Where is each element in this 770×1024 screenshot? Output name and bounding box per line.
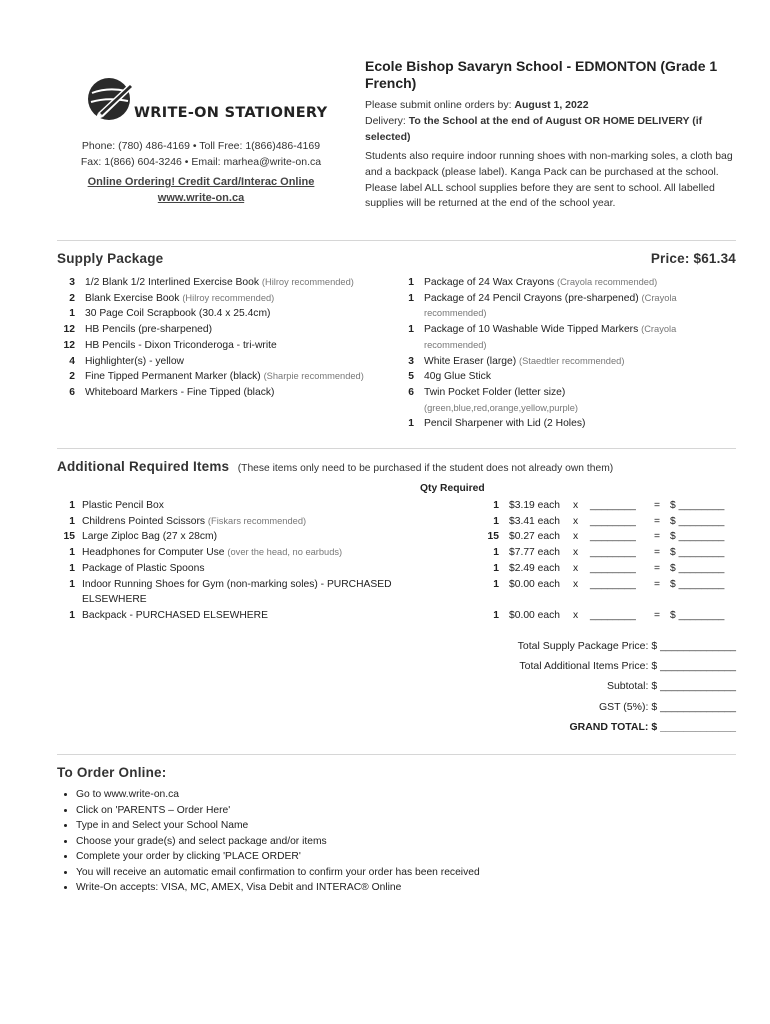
item-name: White Eraser (large): [424, 355, 517, 367]
item-qty: 1: [69, 308, 75, 320]
additional-items-table: [57, 498, 738, 628]
qty-required: 15: [487, 531, 499, 543]
order-step: • You will receive an automatic email confirmation to confirm your order has been received: [76, 865, 480, 881]
supply-item: [57, 322, 387, 338]
order-step: • Write-On accepts: VISA, MC, AMEX, Visa Debit and INTERAC® Online: [76, 880, 480, 896]
item-desc: [85, 354, 385, 370]
item-desc: [82, 514, 412, 530]
item-qty: 2: [69, 371, 75, 383]
supply-item: [57, 338, 387, 354]
item-desc: [424, 291, 714, 322]
item-recommendation: (over the head, no earbuds): [227, 547, 343, 558]
qty-required-header: Qty Required: [420, 483, 485, 494]
item-desc: [85, 322, 385, 338]
item-qty: 1: [69, 547, 75, 559]
times-sign: x: [573, 578, 579, 590]
supply-item: [398, 322, 738, 353]
times-sign: x: [573, 515, 579, 527]
supply-item: [57, 275, 387, 291]
item-qty: 1: [408, 277, 414, 288]
order-step: • Complete your order by clicking 'PLACE ORDER': [76, 849, 480, 865]
item-qty: 2: [69, 292, 75, 304]
equals-sign: =: [654, 500, 661, 511]
quantity-blank[interactable]: ________: [590, 531, 636, 543]
qty-required: 1: [493, 515, 499, 527]
company-logo: [86, 75, 328, 125]
unit-price: $3.41 each: [509, 515, 560, 527]
item-name: HB Pencils (pre-sharpened): [85, 324, 213, 336]
supply-item: [57, 291, 387, 307]
item-desc: [82, 545, 412, 561]
qty-required: 1: [493, 562, 499, 574]
line-total-blank: $ ________: [670, 609, 725, 621]
order-step: • Click on 'PARENTS – Order Here': [76, 803, 480, 819]
item-qty: 6: [408, 386, 414, 398]
delivery-info: [365, 114, 737, 146]
item-qty: 3: [69, 277, 75, 288]
item-qty: 12: [63, 339, 75, 351]
item-name: Plastic Pencil Box: [82, 500, 164, 511]
item-recommendation: (Sharpie recommended): [263, 371, 364, 382]
order-online-heading: To Order Online:: [57, 765, 167, 780]
item-name: Fine Tipped Permanent Marker (black): [85, 371, 261, 383]
submit-date: August 1, 2022: [514, 99, 589, 111]
item-recommendation: (Hilroy recommended): [182, 292, 275, 303]
supply-item: [57, 306, 387, 322]
supply-item: [398, 416, 738, 432]
order-steps-list: [57, 787, 480, 896]
item-name: Twin Pocket Folder (letter size): [424, 386, 566, 398]
supply-price: Price: $61.34: [650, 251, 736, 266]
additional-header: [57, 458, 613, 476]
item-name: 1/2 Blank 1/2 Interlined Exercise Book: [85, 277, 260, 288]
supply-heading: Supply Package: [57, 251, 164, 266]
item-desc: [424, 385, 714, 416]
item-desc: [82, 608, 412, 624]
delivery-label: Delivery:: [365, 115, 406, 127]
fax-line: Fax: 1(866) 604-3246 • Email: marhea@write-on.ca: [80, 156, 322, 168]
additional-subheading: (These items only need to be purchased if the student does not already own them): [237, 463, 614, 474]
item-desc: [82, 561, 412, 577]
pencil-globe-icon: [86, 75, 136, 125]
item-desc: [424, 416, 714, 432]
additional-heading: Additional Required Items: [57, 459, 230, 474]
item-desc: [85, 306, 385, 322]
grand-total-line: GRAND TOTAL: $ _____________: [569, 721, 736, 733]
item-name: Blank Exercise Book: [85, 292, 180, 304]
subtotal-line: Subtotal: $ _____________: [606, 680, 736, 692]
delivery-value: To the School at the end of August OR HOME DELIVERY (if selected): [365, 115, 703, 143]
times-sign: x: [573, 609, 579, 621]
quantity-blank[interactable]: ________: [590, 578, 636, 590]
times-sign: x: [573, 547, 579, 559]
item-desc: [424, 369, 714, 385]
item-desc: [424, 275, 714, 291]
unit-price: $0.27 each: [509, 531, 560, 543]
item-name: Whiteboard Markers - Fine Tipped (black): [85, 386, 275, 398]
quantity-blank[interactable]: ________: [590, 515, 636, 527]
item-qty: 12: [63, 324, 75, 336]
item-recommendation: (Staedtler recommended): [519, 355, 625, 366]
order-step: • Go to www.write-on.ca: [76, 787, 480, 803]
equals-sign: =: [654, 609, 661, 621]
quantity-blank[interactable]: ________: [590, 609, 636, 621]
school-title: Ecole Bishop Savaryn School - EDMONTON (Grade 1 French): [365, 58, 718, 91]
online-ordering-link[interactable]: Online Ordering! Credit Card/Interac Online: [87, 176, 315, 188]
item-name: Large Ziploc Bag (27 x 28cm): [82, 531, 218, 543]
supply-list-left: [57, 275, 387, 401]
order-step: • Type in and Select your School Name: [76, 818, 480, 834]
item-name: Package of 10 Washable Wide Tipped Markers: [424, 324, 639, 336]
gst-line: GST (5%): $ _____________: [599, 701, 736, 713]
item-qty: 4: [69, 355, 75, 367]
supply-list-right: [398, 275, 738, 432]
item-name: Indoor Running Shoes for Gym (non-marking soles) - PURCHASED ELSEWHERE: [82, 578, 392, 606]
divider: [57, 448, 736, 449]
unit-price: $7.77 each: [509, 547, 560, 559]
item-name: 40g Glue Stick: [424, 371, 491, 383]
item-name: HB Pencils - Dixon Triconderoga - tri-write: [85, 339, 277, 351]
item-desc: [424, 354, 714, 370]
item-name: 30 Page Coil Scrapbook (30.4 x 25.4cm): [85, 308, 271, 320]
item-desc: [85, 369, 385, 385]
item-qty: 1: [408, 292, 414, 304]
item-desc: [424, 322, 714, 353]
item-name: Highlighter(s) - yellow: [85, 355, 184, 367]
supply-item: [398, 275, 738, 291]
equals-sign: =: [654, 547, 661, 559]
submit-deadline: [365, 98, 737, 114]
item-qty: 6: [69, 386, 75, 398]
equals-sign: =: [654, 562, 661, 574]
line-total-blank: $ ________: [670, 515, 725, 527]
item-desc: [85, 338, 385, 354]
item-qty: 1: [408, 418, 414, 430]
item-desc: [82, 529, 412, 545]
line-total-blank: $ ________: [670, 562, 725, 574]
order-step: • Choose your grade(s) and select package and/or items: [76, 834, 480, 850]
quantity-blank[interactable]: ________: [590, 500, 636, 511]
school-notes: Students also require indoor running shoes with non-marking soles, a cloth bag and a backpack (please label). Kanga Pack can be purchased at the school. Please label ALL school supplies before they are sent to school. All labelled supplies will be returned at the end of the school year.: [365, 150, 733, 210]
item-name: Package of Plastic Spoons: [82, 562, 205, 574]
item-desc: [85, 275, 385, 291]
item-qty: 1: [69, 578, 75, 590]
supply-item: [398, 385, 738, 416]
qty-required: 1: [493, 609, 499, 621]
item-qty: 1: [69, 515, 75, 527]
qty-required: 1: [493, 578, 499, 590]
line-total-blank: $ ________: [670, 578, 725, 590]
item-qty: 1: [69, 500, 75, 511]
line-total-blank: $ ________: [670, 500, 725, 511]
item-recommendation: (Fiskars recommended): [207, 515, 307, 526]
divider: [57, 754, 736, 755]
website-link[interactable]: www.write-on.ca: [157, 192, 245, 204]
item-desc: [85, 291, 385, 307]
item-desc: [82, 498, 412, 514]
item-qty: 1: [69, 562, 75, 574]
times-sign: x: [573, 531, 579, 543]
item-desc: [85, 385, 385, 401]
phone-line: Phone: (780) 486-4169 • Toll Free: 1(866)486-4169: [81, 140, 321, 152]
item-name: Pencil Sharpener with Lid (2 Holes): [424, 418, 586, 430]
item-recommendation: (green,blue,red,orange,yellow,purple): [424, 402, 579, 413]
supply-item: [57, 385, 387, 401]
supply-item: [57, 369, 387, 385]
times-sign: x: [573, 562, 579, 574]
supply-total-line: Total Supply Package Price: $ _____________: [517, 640, 736, 652]
divider: [57, 240, 736, 241]
submit-label: Please submit online orders by:: [365, 99, 512, 111]
qty-required: 1: [493, 500, 499, 511]
line-total-blank: $ ________: [670, 531, 725, 543]
item-qty: 5: [408, 371, 414, 383]
item-recommendation: (Crayola recommended): [424, 324, 677, 350]
unit-price: $3.19 each: [509, 500, 560, 511]
additional-total-line: Total Additional Items Price: $ _____________: [519, 660, 736, 672]
quantity-blank[interactable]: ________: [590, 547, 636, 559]
equals-sign: =: [654, 531, 661, 543]
unit-price: $2.49 each: [509, 562, 560, 574]
equals-sign: =: [654, 515, 661, 527]
item-qty: 3: [408, 355, 414, 367]
supply-item: [398, 291, 738, 322]
item-qty: 1: [408, 324, 414, 336]
item-name: Backpack - PURCHASED ELSEWHERE: [82, 609, 268, 621]
item-recommendation: (Crayola recommended): [424, 292, 677, 319]
supply-item: [398, 369, 738, 385]
item-qty: 1: [69, 609, 75, 621]
unit-price: $0.00 each: [509, 578, 560, 590]
unit-price: $0.00 each: [509, 609, 560, 621]
equals-sign: =: [654, 578, 661, 590]
logo-wordmark: WRITE-ON STATIONERY: [134, 105, 328, 121]
supply-item: [398, 354, 738, 370]
item-recommendation: (Crayola recommended): [556, 277, 658, 287]
item-name: Headphones for Computer Use: [82, 547, 225, 559]
item-recommendation: (Hilroy recommended): [261, 277, 354, 287]
item-name: Package of 24 Wax Crayons: [424, 277, 555, 288]
quantity-blank[interactable]: ________: [590, 562, 636, 574]
item-qty: 15: [63, 531, 75, 543]
qty-required: 1: [493, 547, 499, 559]
times-sign: x: [573, 500, 579, 511]
item-desc: [82, 577, 412, 608]
item-name: Childrens Pointed Scissors: [82, 515, 206, 527]
line-total-blank: $ ________: [670, 547, 725, 559]
item-name: Package of 24 Pencil Crayons (pre-sharpened): [424, 292, 639, 304]
supply-item: [57, 354, 387, 370]
